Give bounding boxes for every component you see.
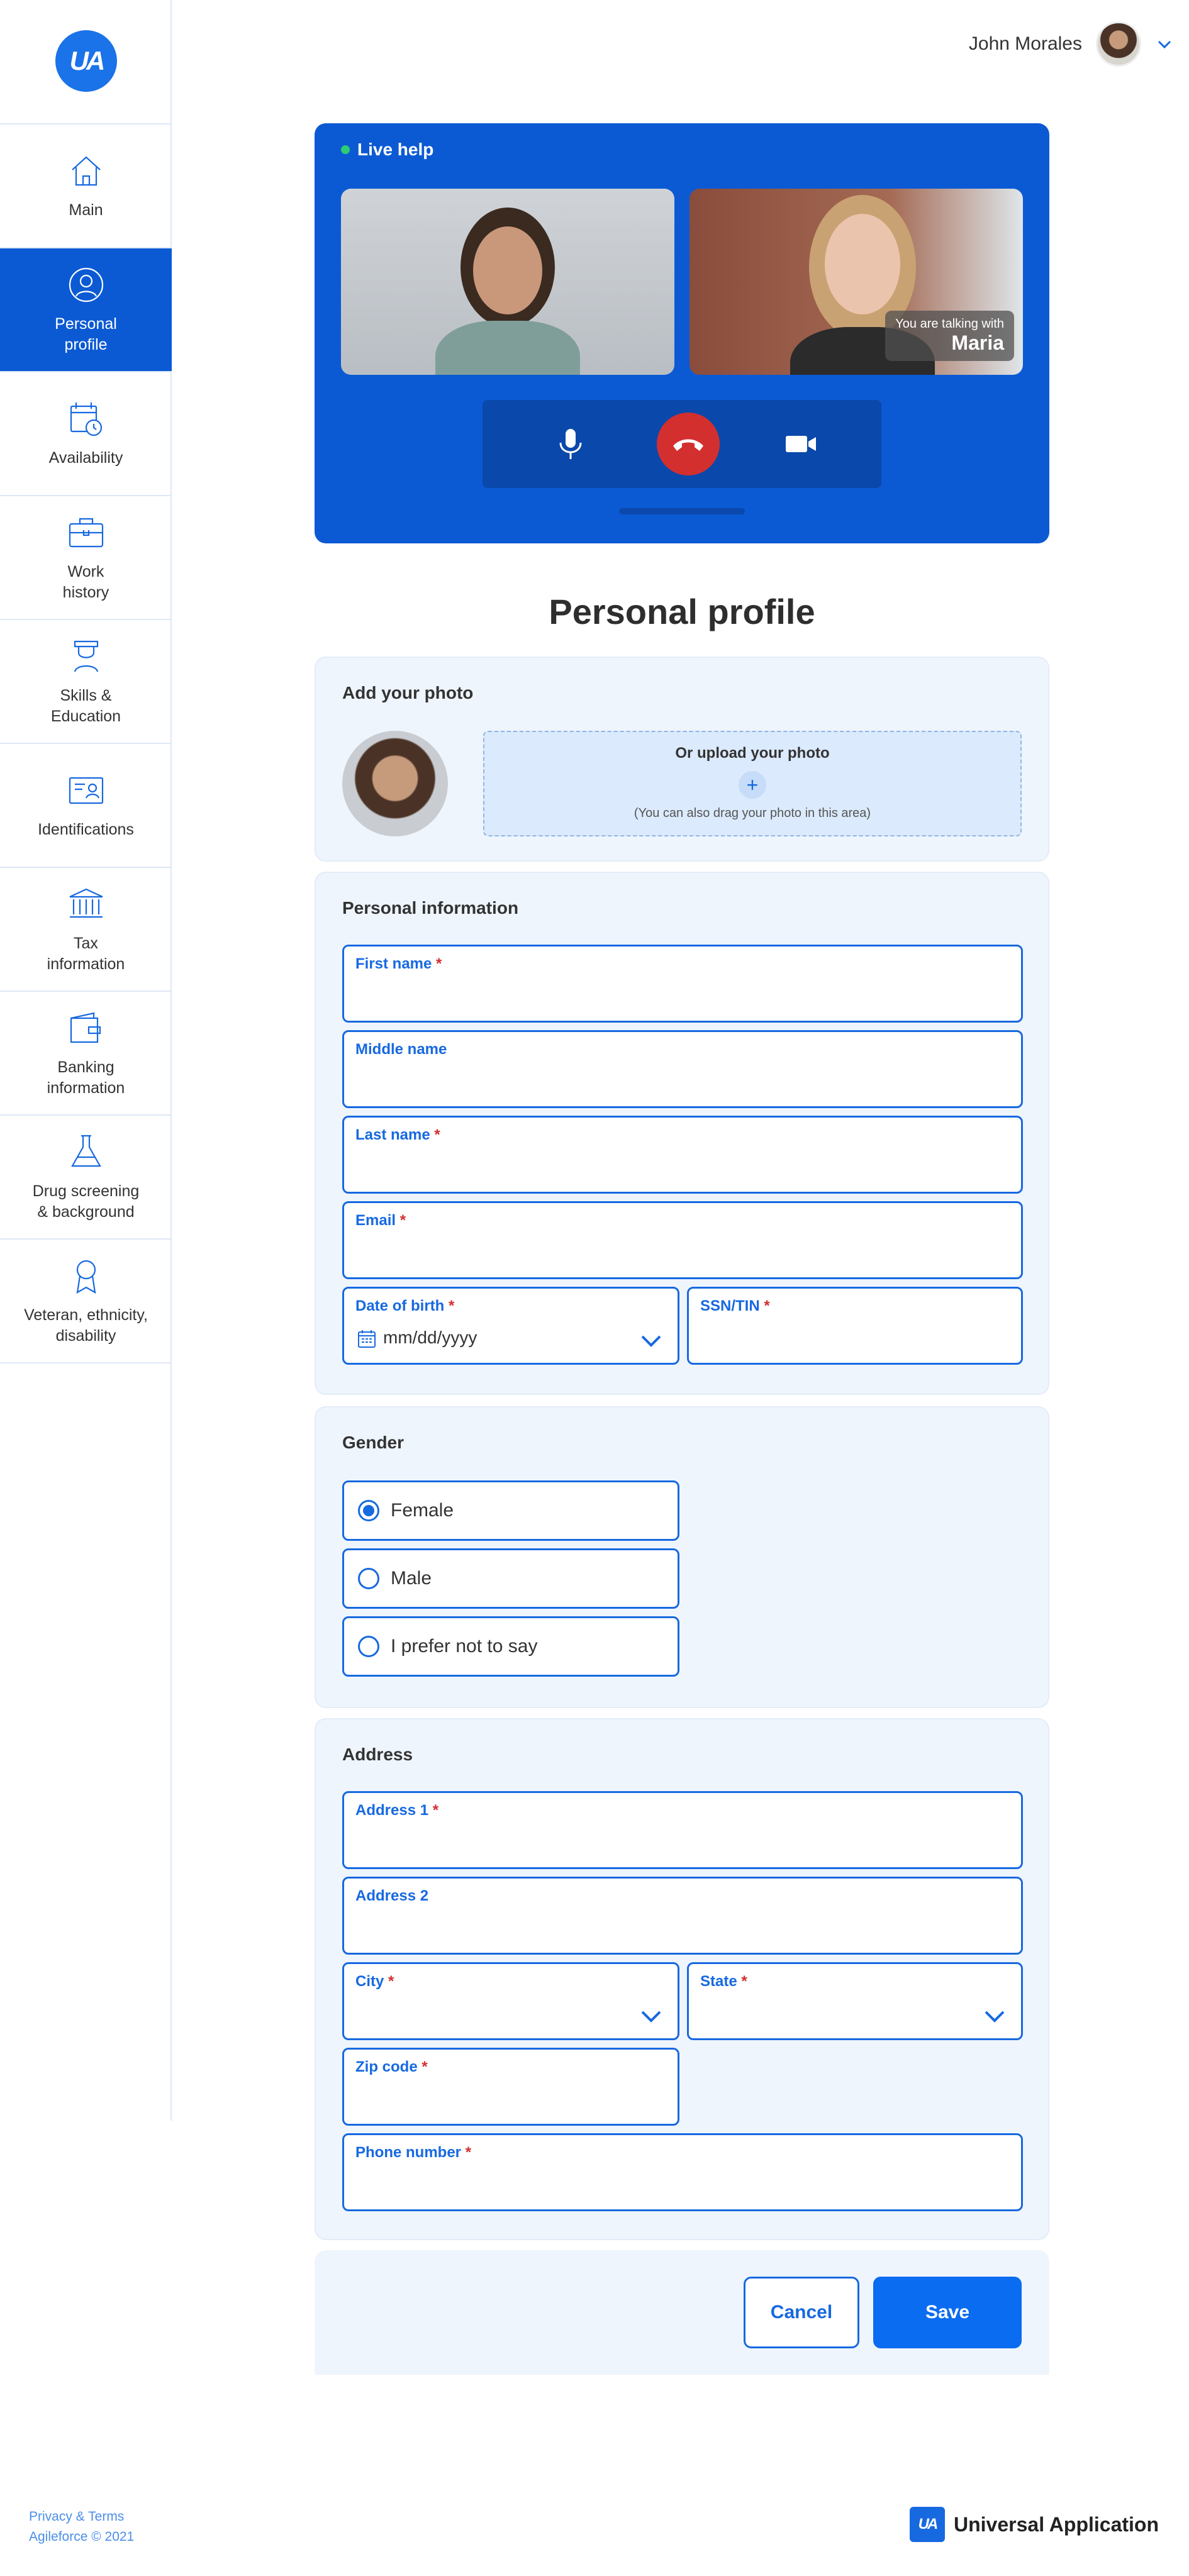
radio-unchecked-icon[interactable] — [358, 1636, 379, 1657]
gender-option-female[interactable] — [342, 1480, 679, 1541]
sidebar-item-drug-screening[interactable] — [0, 1116, 172, 1240]
gender-option-prefer-not[interactable] — [342, 1616, 679, 1677]
ssn-label — [700, 1297, 770, 1315]
gender-option-label: Female — [391, 1500, 454, 1521]
call-controls — [483, 400, 881, 488]
photo-section-title: Add your photo — [342, 683, 474, 702]
brand-name: Universal Application — [954, 2512, 1159, 2536]
required-mark: * — [436, 955, 442, 972]
state-label-text: State — [700, 1973, 737, 1990]
bank-icon — [66, 884, 106, 924]
first-name-label — [355, 955, 442, 973]
middle-name-field[interactable] — [342, 1030, 1023, 1108]
talking-with-label: You are talking with — [895, 317, 1004, 331]
email-label — [355, 1212, 406, 1230]
hang-up-button[interactable] — [657, 413, 720, 475]
live-help-header — [341, 140, 433, 160]
radio-unchecked-icon[interactable] — [358, 1568, 379, 1589]
sidebar-item-veteran[interactable] — [0, 1240, 172, 1363]
first-name-label-text: First name — [355, 955, 432, 972]
sidebar-nav — [0, 123, 172, 1363]
briefcase-icon — [66, 513, 106, 553]
footer-logo: UA — [910, 2507, 945, 2542]
agent-video-face — [825, 214, 900, 314]
gender-section — [315, 1406, 1049, 1708]
user-circle-icon — [66, 265, 106, 305]
sidebar-item-identifications[interactable] — [0, 744, 172, 868]
last-name-field[interactable] — [342, 1116, 1023, 1194]
live-help-label: Live help — [357, 140, 434, 159]
state-select[interactable] — [687, 1962, 1023, 2040]
address1-label-text: Address 1 — [355, 1802, 429, 1819]
form-actions — [315, 2250, 1049, 2375]
city-select[interactable] — [342, 1962, 679, 2040]
live-help-panel — [315, 123, 1049, 543]
sidebar-item-personal-profile[interactable] — [0, 248, 172, 372]
required-mark: * — [449, 1297, 455, 1314]
upload-title: Or upload your photo — [675, 745, 830, 762]
user-menu[interactable] — [969, 19, 1174, 69]
required-mark: * — [465, 2144, 472, 2161]
plus-icon[interactable]: + — [739, 771, 766, 799]
sidebar-item-label: Drug screening & background — [32, 1182, 140, 1221]
user-name: John Morales — [968, 33, 1082, 54]
talking-with-name: Maria — [951, 331, 1004, 354]
sidebar-item-label: Tax information — [47, 934, 125, 973]
sidebar — [0, 0, 172, 2121]
address2-label: Address 2 — [355, 1887, 429, 1904]
ssn-label-text: SSN/TIN — [700, 1297, 760, 1314]
gender-option-label: Male — [391, 1568, 432, 1589]
self-video-shirt — [435, 321, 580, 375]
microphone-icon — [558, 428, 583, 460]
calendar-icon — [357, 1329, 377, 1349]
address-section — [315, 1718, 1049, 2240]
dob-label — [355, 1297, 454, 1315]
middle-name-label: Middle name — [355, 1041, 447, 1058]
graduate-icon — [66, 636, 106, 677]
chevron-down-icon[interactable] — [640, 1334, 662, 1349]
required-mark: * — [741, 1973, 747, 1990]
brand-logo[interactable] — [55, 30, 117, 92]
address1-field[interactable] — [342, 1791, 1023, 1869]
sidebar-item-main[interactable] — [0, 125, 172, 248]
email-field[interactable] — [342, 1201, 1023, 1279]
home-icon — [66, 151, 106, 191]
dob-placeholder: mm/dd/yyyy — [383, 1328, 477, 1347]
photo-upload-dropzone[interactable] — [483, 731, 1022, 836]
chevron-down-icon[interactable] — [1155, 35, 1174, 53]
gender-option-male[interactable] — [342, 1548, 679, 1609]
address-title: Address — [342, 1745, 413, 1764]
save-button[interactable]: Save — [873, 2277, 1022, 2348]
ssn-tin-field[interactable] — [687, 1287, 1023, 1365]
required-mark: * — [399, 1212, 406, 1229]
gender-option-label: I prefer not to say — [391, 1636, 538, 1657]
wallet-icon — [66, 1008, 106, 1048]
self-video — [341, 189, 674, 375]
sidebar-item-label: Veteran, ethnicity, disability — [24, 1306, 148, 1345]
city-label — [355, 1973, 394, 1990]
sidebar-item-work-history[interactable] — [0, 496, 172, 620]
required-mark: * — [388, 1973, 394, 1990]
footer-links — [29, 2507, 134, 2547]
footer-brand — [910, 2507, 1159, 2542]
agent-video — [689, 189, 1023, 375]
sidebar-item-label: Personal profile — [55, 314, 117, 353]
self-video-face — [473, 226, 542, 314]
cancel-button[interactable]: Cancel — [744, 2277, 859, 2348]
zip-code-field[interactable] — [342, 2048, 679, 2126]
calendar-clock-icon — [66, 399, 106, 439]
flask-icon — [66, 1132, 106, 1172]
avatar[interactable] — [1096, 21, 1141, 67]
first-name-field[interactable] — [342, 945, 1023, 1023]
phone-hangup-icon — [671, 435, 706, 453]
sidebar-item-tax-information[interactable] — [0, 868, 172, 992]
talking-with-badge — [885, 311, 1014, 361]
panel-drag-handle[interactable] — [619, 508, 745, 514]
live-status-dot — [341, 145, 350, 154]
last-name-label — [355, 1126, 440, 1144]
gender-title: Gender — [342, 1433, 405, 1452]
upload-hint: (You can also drag your photo in this area) — [634, 806, 871, 820]
phone-number-field[interactable] — [342, 2133, 1023, 2211]
profile-photo — [342, 731, 448, 836]
camera-button[interactable] — [776, 419, 826, 469]
id-card-icon — [66, 770, 106, 811]
required-mark: * — [421, 2058, 428, 2075]
sidebar-item-availability[interactable] — [0, 372, 172, 496]
last-name-label-text: Last name — [355, 1126, 430, 1143]
sidebar-item-label: Availability — [48, 449, 123, 467]
zip-label-text: Zip code — [355, 2058, 418, 2075]
sidebar-item-label: Main — [69, 201, 103, 219]
required-mark: * — [432, 1802, 439, 1819]
privacy-terms-link[interactable]: Privacy & Terms — [29, 2509, 125, 2524]
required-mark: * — [764, 1297, 770, 1314]
zip-label — [355, 2058, 428, 2076]
chevron-down-icon[interactable] — [983, 2009, 1006, 2024]
required-mark: * — [434, 1126, 440, 1143]
radio-checked-icon[interactable] — [358, 1500, 379, 1521]
sidebar-item-label: Identifications — [38, 821, 134, 838]
ribbon-icon — [66, 1256, 106, 1296]
personal-info-section — [315, 872, 1049, 1395]
sidebar-item-label: Banking information — [47, 1058, 125, 1097]
microphone-button[interactable] — [545, 419, 596, 469]
chevron-down-icon[interactable] — [640, 2009, 662, 2024]
address1-label — [355, 1802, 438, 1819]
page-title: Personal profile — [549, 592, 815, 631]
state-label — [700, 1973, 747, 1990]
sidebar-item-label: Work history — [62, 562, 109, 601]
logo-text: UA — [69, 46, 103, 75]
personal-info-title: Personal information — [342, 898, 519, 918]
phone-label-text: Phone number — [355, 2144, 462, 2161]
email-label-text: Email — [355, 1212, 396, 1229]
video-camera-icon — [784, 433, 817, 455]
sidebar-item-skills-education[interactable] — [0, 620, 172, 744]
address2-field[interactable] — [342, 1877, 1023, 1955]
copyright-text: Agileforce © 2021 — [29, 2529, 135, 2544]
dob-label-text: Date of birth — [355, 1297, 445, 1314]
sidebar-item-banking-information[interactable] — [0, 992, 172, 1116]
photo-section — [315, 657, 1049, 862]
date-of-birth-field[interactable] — [342, 1287, 679, 1365]
sidebar-item-label: Skills & Education — [50, 686, 121, 725]
city-label-text: City — [355, 1973, 384, 1990]
phone-label — [355, 2144, 471, 2162]
